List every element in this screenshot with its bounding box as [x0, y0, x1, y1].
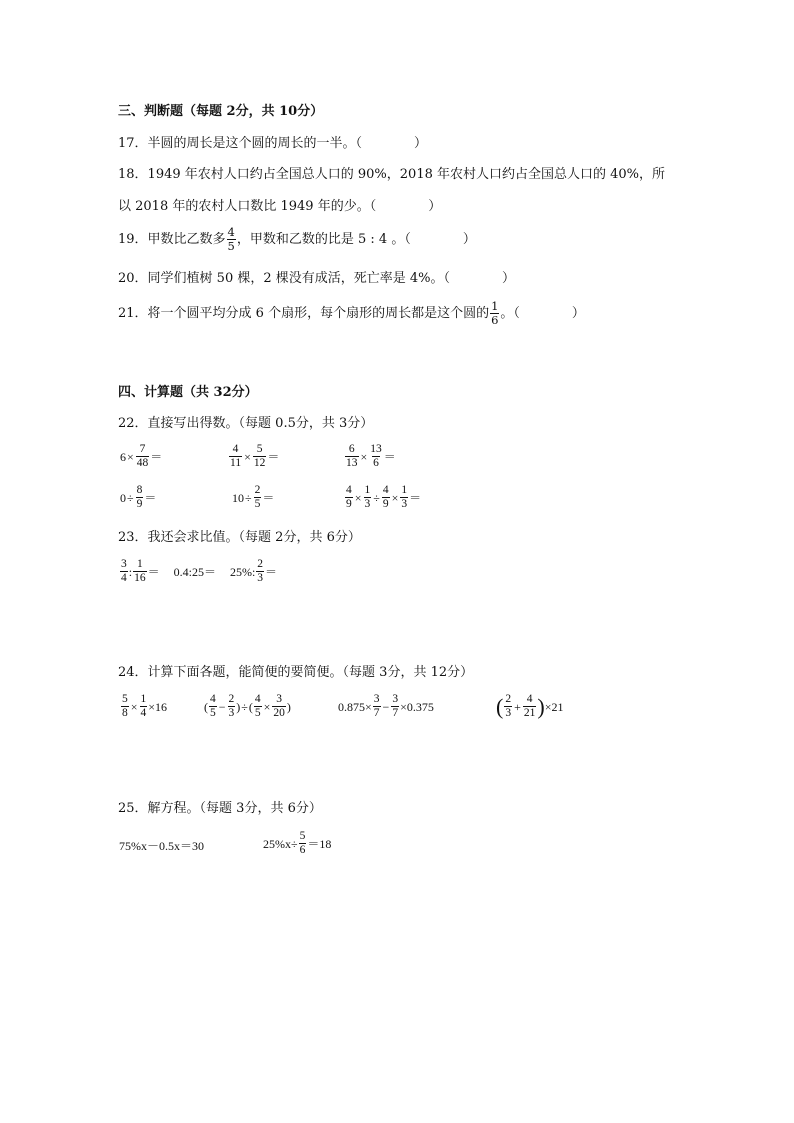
question-19	[118, 226, 476, 253]
q23-item-2: 0.4:25＝	[173, 564, 216, 579]
section-3-title: 三、判断题（每题 2分，共 10分）	[118, 104, 324, 119]
q24-item-2: ( $\frac{4}{5}$ − $\frac{2}{3}$ ) ÷ ( $\frac{4}{5}$ × $\frac{3}{20}$ )	[204, 693, 291, 719]
q24-item-1: $\frac{5}{8}$ × $\frac{1}{4}$ ×16	[122, 693, 168, 719]
q24-item-4: ( $\frac{2}{3}$ + $\frac{4}{21}$ ) ×21	[496, 693, 564, 719]
q22-item-3: $\frac{6}{13}$ × $\frac{13}{6}$ ＝	[346, 443, 396, 469]
q24-item-3: 0.875× $\frac{3}{7}$ − $\frac{3}{7}$ ×0.375	[338, 693, 434, 719]
question-21-text-a: 21．将一个圆平均分成 6 个扇形，每个扇形的周长都是这个圆的	[118, 305, 490, 321]
q22-item-1: 6 × $\frac{7}{48}$ ＝	[120, 443, 163, 469]
q22-item-2: $\frac{4}{11}$ × $\frac{5}{12}$ ＝	[230, 443, 280, 469]
question-23: 23．我还会求比值。（每题 2分，共 6分）	[118, 530, 361, 545]
q22-item-5: 10 ÷ $\frac{2}{5}$ ＝	[232, 484, 275, 510]
question-22: 22．直接写出得数。（每题 0.5分，共 3分）	[118, 416, 374, 431]
q23-items: $\frac{3}{4}$ : $\frac{1}{16}$ ＝ 0.4:25＝ 25%: $\frac{2}{3}$ ＝	[121, 558, 278, 584]
q22-item-4: 0 ÷ $\frac{8}{9}$ ＝	[120, 484, 157, 510]
section-4-title: 四、计算题（共 32分）	[118, 385, 258, 400]
question-19-text-a: 19．甲数比乙数多	[118, 231, 226, 247]
question-21	[118, 300, 585, 327]
question-25: 25．解方程。（每题 3分，共 6分）	[118, 801, 322, 816]
question-24: 24．计算下面各题，能简便的要简便。（每题 3分，共 12分）	[118, 665, 474, 680]
question-18-line1: 18．1949 年农村人口约占全国总人口的 90%，2018 年农村人口约占全国总人口的 40%，所	[118, 167, 666, 182]
fraction: $\frac{4}{5}$	[227, 225, 235, 253]
question-19-text-b: ，甲数和乙数的比是 5 : 4 。（ ）	[236, 231, 476, 247]
question-21-text-b: 。（ ）	[500, 305, 585, 321]
q25-item-1: 75%x－0.5x＝30	[119, 839, 204, 853]
q22-item-6: $\frac{4}{9}$ × $\frac{1}{3}$ ÷ $\frac{4}{9}$ × $\frac{1}{3}$ ＝	[346, 484, 422, 510]
question-18-line2: 以 2018 年的农村人口数比 1949 年的少。（ ）	[118, 199, 442, 214]
fraction: $\frac{1}{6}$	[491, 299, 499, 327]
question-20: 20．同学们植树 50 棵，2 棵没有成活，死亡率是 4%。（ ）	[118, 271, 516, 286]
question-17: 17．半圆的周长是这个圆的周长的一半。（ ）	[118, 136, 428, 151]
q25-item-2: 25%x÷ $\frac{5}{6}$ ＝18	[263, 830, 332, 856]
